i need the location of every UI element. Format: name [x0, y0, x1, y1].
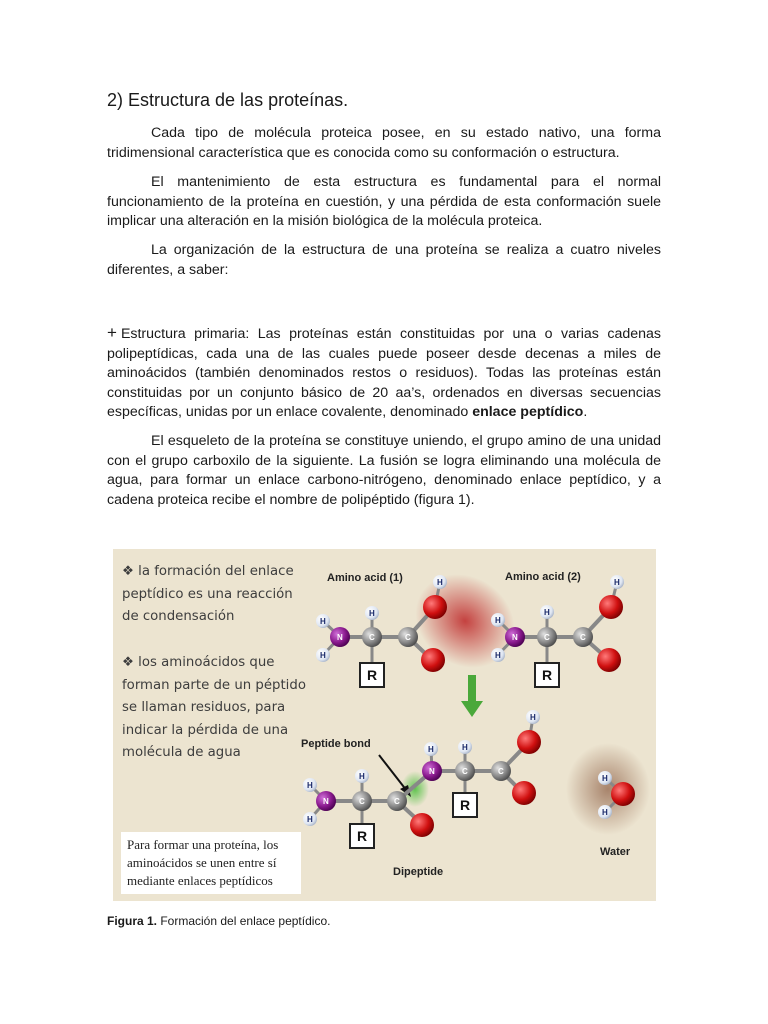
atom-label: H [462, 743, 468, 752]
atom-label: H [320, 651, 326, 660]
r-group-label: R [357, 828, 368, 844]
oxygen-atom [611, 782, 635, 806]
figure-caption [107, 914, 330, 928]
plus-bullet: + [107, 323, 117, 342]
label-amino-acid-1: Amino acid (1) [327, 572, 403, 584]
oxygen-atom [599, 595, 623, 619]
atom-label: H [495, 616, 501, 625]
oxygen-atom [423, 595, 447, 619]
atom-label: H [602, 774, 608, 783]
atom-label: C [394, 797, 400, 806]
atom-label: H [544, 608, 550, 617]
atom-label: H [369, 609, 375, 618]
figure-peptide-bond [113, 549, 656, 901]
atom-label: H [614, 578, 620, 587]
label-peptide-bond: Peptide bond [301, 738, 371, 750]
figure-inset-box: Para formar una proteína, los aminoácidos se unen entre sí mediante enlaces peptídicos [121, 832, 301, 894]
atom-label: C [359, 797, 365, 806]
label-dipeptide: Dipeptide [393, 866, 444, 878]
atom-label: H [307, 781, 313, 790]
atom-label: H [359, 772, 365, 781]
label-amino-acid-2: Amino acid (2) [505, 571, 581, 583]
molecule-diagram [113, 549, 656, 901]
figure-bullet-2: ❖ los aminoácidos que forman parte de un péptido se llaman residuos, para indicar la pérdida de una molécula de agua [122, 655, 306, 760]
water-highlight [566, 743, 650, 835]
paragraph-1 [107, 124, 661, 163]
atom-label: N [429, 767, 435, 776]
atom-label: C [544, 633, 550, 642]
atom-label: H [307, 815, 313, 824]
atom-label: N [337, 633, 343, 642]
oxygen-atom [512, 781, 536, 805]
r-group-label: R [542, 667, 553, 683]
atom-label: C [580, 633, 586, 642]
section-heading: 2) Estructura de las proteínas. [107, 90, 349, 110]
primary-structure-end: . [583, 404, 588, 420]
paragraph-2 [107, 173, 661, 232]
oxygen-atom [421, 648, 445, 672]
r-group-label: R [460, 797, 471, 813]
bold-term: enlace peptídico [472, 404, 584, 420]
oxygen-atom [517, 730, 541, 754]
paragraph-1-text: Cada tipo de molécula proteica posee, en su estado nativo, una forma tridimensional característica que es conocida como su conformación o estructura. [107, 125, 661, 161]
dipeptide-molecule [303, 710, 541, 848]
r-group-label: R [367, 667, 378, 683]
paragraph-3 [107, 241, 661, 280]
caption-text: Formación del enlace peptídico. [157, 914, 331, 928]
atom-label: N [323, 797, 329, 806]
reaction-arrow-icon [461, 675, 483, 717]
atom-label: H [437, 578, 443, 587]
atom-label: C [405, 633, 411, 642]
atom-label: H [428, 745, 434, 754]
atom-label: H [320, 617, 326, 626]
atom-label: C [462, 767, 468, 776]
atom-label: C [498, 767, 504, 776]
atom-label: H [495, 651, 501, 660]
amino-acid-2 [491, 575, 624, 687]
atom-label: C [369, 633, 375, 642]
paragraph-primary-structure [107, 323, 661, 423]
paragraph-3-text: La organización de la estructura de una proteína se realiza a cuatro niveles diferentes, a saber: [107, 242, 661, 278]
figure-bullet-1: ❖ la formación del enlace peptídico es una reacción de condensación [122, 564, 294, 624]
oxygen-atom [597, 648, 621, 672]
primary-structure-text: Estructura primaria: Las proteínas están constituidas por una o varias cadenas polipeptídicas, cada una de las cuales puede poseer desde decenas a miles de aminoácidos (también denominados restos o residuos). Todas las proteínas están constituidas por un conjunto básico de 20 aa’s, ordenados en diversas secuencias específicas, unidas por un enlace covalente, denominado [107, 326, 661, 420]
atom-label: H [530, 713, 536, 722]
atom-label: H [602, 808, 608, 817]
paragraph-5 [107, 432, 661, 510]
label-water: Water [600, 846, 631, 858]
paragraph-5-text: El esqueleto de la proteína se constituye uniendo, el grupo amino de una unidad con el grupo carboxilo de la siguiente. La fusión se logra eliminando una molécula de agua, para formar un enlace carbono-nitrógeno, denominado enlace peptídico, y a cadena proteica recibe el nombre de polipéptido (figura 1). [107, 433, 661, 508]
paragraph-2-text: El mantenimiento de esta estructura es fundamental para el normal funcionamiento de la proteína en cuestión, y una pérdida de esta conformación suele implicar una alteración en la misión biológica de la molécula proteica. [107, 174, 661, 229]
atom-label: N [512, 633, 518, 642]
caption-label: Figura 1. [107, 914, 158, 928]
oxygen-atom [410, 813, 434, 837]
